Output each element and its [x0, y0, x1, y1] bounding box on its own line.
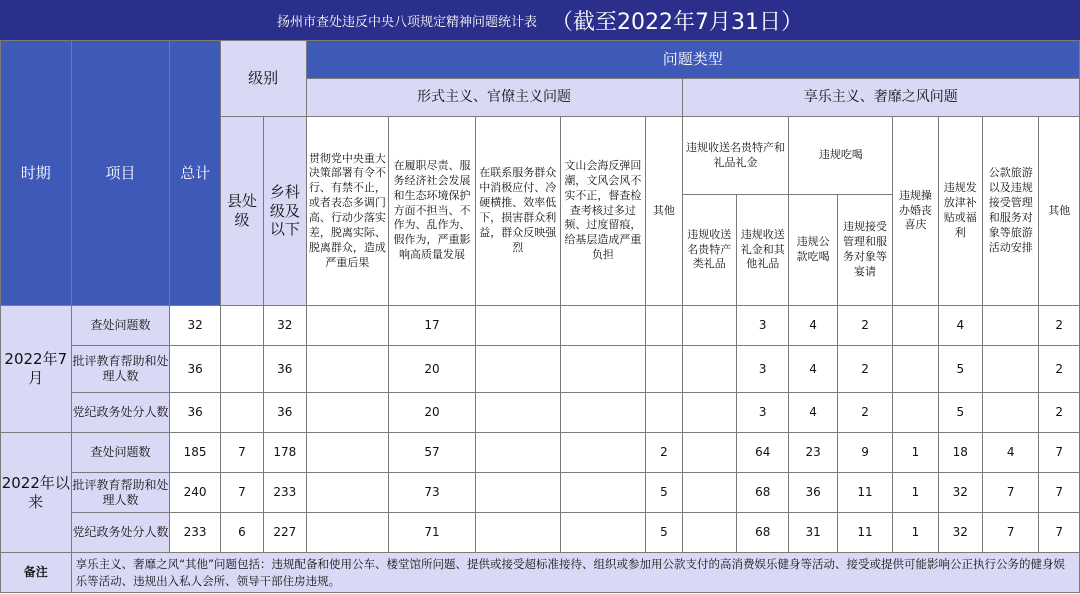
header-eating: 违规吃喝	[789, 117, 893, 195]
cell	[306, 513, 389, 553]
cell	[560, 433, 646, 473]
cell: 1	[893, 473, 938, 513]
row-item-label: 批评教育帮助和处理人数	[71, 346, 170, 393]
cell: 32	[938, 473, 982, 513]
cell	[893, 346, 938, 393]
cell	[682, 473, 736, 513]
cell: 7	[220, 473, 263, 513]
cell	[682, 513, 736, 553]
cell: 4	[789, 306, 837, 346]
cell: 2	[1039, 393, 1080, 433]
header-formalism-1: 贯彻党中央重大决策部署有令不行、有禁不止，或者表态多调门高、行动少落实差，脱离实际、脱离群众，造成严重后果	[306, 117, 389, 306]
cell	[560, 473, 646, 513]
cell	[560, 393, 646, 433]
cell	[306, 346, 389, 393]
row-item-label: 党纪政务处分人数	[71, 513, 170, 553]
cell	[893, 306, 938, 346]
header-gift-specialty: 违规收送名贵特产类礼品	[682, 195, 736, 306]
cell	[982, 306, 1038, 346]
cell	[220, 306, 263, 346]
cell	[682, 346, 736, 393]
cell: 4	[982, 433, 1038, 473]
cell: 4	[789, 346, 837, 393]
cell	[560, 346, 646, 393]
header-formalism-other: 其他	[646, 117, 682, 306]
cell: 23	[789, 433, 837, 473]
cell	[306, 473, 389, 513]
cell: 36	[264, 393, 306, 433]
cell: 233	[264, 473, 306, 513]
cell: 7	[1039, 473, 1080, 513]
cell: 185	[170, 433, 220, 473]
cell: 1	[893, 513, 938, 553]
cell: 5	[938, 393, 982, 433]
cell: 64	[737, 433, 789, 473]
header-gift-cash: 违规收送礼金和其他礼品	[737, 195, 789, 306]
cell: 11	[837, 473, 892, 513]
cell: 18	[938, 433, 982, 473]
cell: 7	[1039, 433, 1080, 473]
row-item-label: 查处问题数	[71, 306, 170, 346]
cell: 32	[170, 306, 220, 346]
cell: 4	[789, 393, 837, 433]
cell: 31	[789, 513, 837, 553]
cell	[475, 473, 560, 513]
header-total: 总计	[170, 41, 220, 306]
header-formalism: 形式主义、官僚主义问题	[306, 79, 682, 117]
header-time: 时期	[1, 41, 72, 306]
cell: 36	[789, 473, 837, 513]
table-date: （截至2022年7月31日）	[551, 9, 803, 35]
header-township-level: 乡科级及以下	[264, 117, 306, 306]
cell: 36	[170, 346, 220, 393]
cell: 240	[170, 473, 220, 513]
cell	[475, 306, 560, 346]
cell: 4	[938, 306, 982, 346]
cell	[682, 306, 736, 346]
cell	[475, 433, 560, 473]
header-eating-public: 违规公款吃喝	[789, 195, 837, 306]
cell: 2	[837, 306, 892, 346]
cell: 68	[737, 473, 789, 513]
cell: 73	[389, 473, 476, 513]
period-label: 2022年7月	[1, 306, 72, 433]
cell: 233	[170, 513, 220, 553]
cell	[220, 346, 263, 393]
cell	[475, 393, 560, 433]
header-allowance: 违规发放津补贴或福利	[938, 117, 982, 306]
note-text: 享乐主义、奢靡之风“其他”问题包括：违规配备和使用公车、楼堂馆所问题、提供或接受超标准接待、组织或参加用公款支付的高消费娱乐健身等活动、接受或提供可能影响公正执行公务的健身娱乐等活动、违规出入私人会所、领导干部住房违规。	[71, 553, 1079, 593]
cell: 32	[264, 306, 306, 346]
cell: 3	[737, 393, 789, 433]
table-title: 扬州市查处违反中央八项规定精神问题统计表	[277, 14, 538, 30]
cell: 71	[389, 513, 476, 553]
header-gift: 违规收送名贵特产和礼品礼金	[682, 117, 789, 195]
cell: 2	[1039, 346, 1080, 393]
cell: 36	[170, 393, 220, 433]
cell: 32	[938, 513, 982, 553]
statistics-table	[0, 40, 1080, 593]
row-item-label: 批评教育帮助和处理人数	[71, 473, 170, 513]
cell: 11	[837, 513, 892, 553]
cell	[682, 393, 736, 433]
cell: 5	[938, 346, 982, 393]
cell: 7	[982, 513, 1038, 553]
cell: 68	[737, 513, 789, 553]
cell	[893, 393, 938, 433]
cell: 227	[264, 513, 306, 553]
cell	[982, 346, 1038, 393]
cell: 2	[837, 393, 892, 433]
cell: 3	[737, 306, 789, 346]
row-item-label: 查处问题数	[71, 433, 170, 473]
cell	[982, 393, 1038, 433]
header-level: 级别	[220, 41, 306, 117]
cell	[646, 393, 682, 433]
cell: 7	[982, 473, 1038, 513]
cell: 20	[389, 393, 476, 433]
cell	[306, 393, 389, 433]
cell: 178	[264, 433, 306, 473]
cell: 7	[220, 433, 263, 473]
cell	[475, 513, 560, 553]
cell: 2	[837, 346, 892, 393]
cell: 2	[1039, 306, 1080, 346]
header-travel: 公款旅游以及违规接受管理和服务对象等旅游活动安排	[982, 117, 1038, 306]
header-formalism-4: 文山会海反弹回潮，文风会风不实不正，督查检查考核过多过频、过度留痕，给基层造成严重负担	[560, 117, 646, 306]
cell: 9	[837, 433, 892, 473]
header-county-level: 县处级	[220, 117, 263, 306]
cell: 36	[264, 346, 306, 393]
header-formalism-3: 在联系服务群众中消极应付、冷硬横推、效率低下，损害群众利益，群众反映强烈	[475, 117, 560, 306]
cell	[646, 346, 682, 393]
cell	[220, 393, 263, 433]
cell: 57	[389, 433, 476, 473]
cell: 6	[220, 513, 263, 553]
cell	[306, 433, 389, 473]
header-problem-type: 问题类型	[306, 41, 1080, 79]
cell	[682, 433, 736, 473]
cell: 3	[737, 346, 789, 393]
header-hedonism-other: 其他	[1039, 117, 1080, 306]
cell: 7	[1039, 513, 1080, 553]
header-wedding: 违规操办婚丧喜庆	[893, 117, 938, 306]
header-eating-banquet: 违规接受管理和服务对象等宴请	[837, 195, 892, 306]
period-label: 2022年以来	[1, 433, 72, 553]
cell: 2	[646, 433, 682, 473]
header-item: 项目	[71, 41, 170, 306]
cell	[475, 346, 560, 393]
cell	[306, 306, 389, 346]
cell: 17	[389, 306, 476, 346]
cell: 1	[893, 433, 938, 473]
row-item-label: 党纪政务处分人数	[71, 393, 170, 433]
cell: 5	[646, 473, 682, 513]
cell	[560, 513, 646, 553]
table-title-bar	[0, 0, 1080, 40]
header-hedonism: 享乐主义、奢靡之风问题	[682, 79, 1079, 117]
note-label: 备注	[1, 553, 72, 593]
cell: 5	[646, 513, 682, 553]
cell: 20	[389, 346, 476, 393]
cell	[560, 306, 646, 346]
cell	[646, 306, 682, 346]
header-formalism-2: 在履职尽责、服务经济社会发展和生态环境保护方面不担当、不作为、乱作为、假作为，严重影响高质量发展	[389, 117, 476, 306]
